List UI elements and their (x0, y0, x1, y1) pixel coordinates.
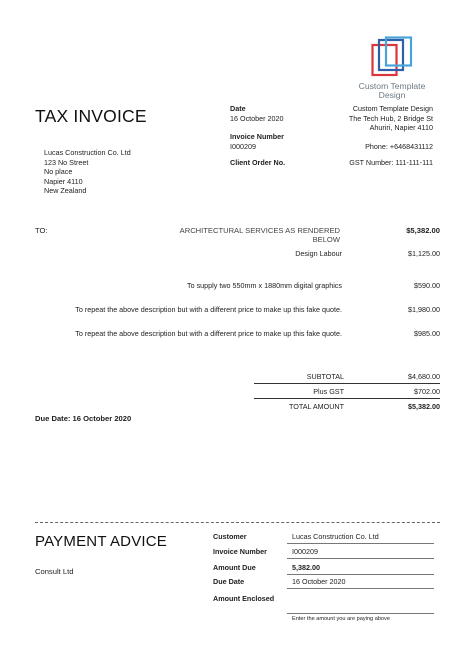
invoice-number: I000209 (230, 141, 256, 151)
amount-due-label: Amount Due (213, 563, 256, 572)
invoice-number-label: Invoice Number (230, 132, 284, 142)
company-city: Ahuriri, Napier 4110 (369, 123, 433, 133)
date-label: Date (230, 104, 246, 113)
gst-amount: $702.00 (414, 387, 440, 396)
line-item-description: To repeat the above description but with a different price to make up this fake quote. (75, 329, 342, 338)
amount-due-value: 5,382.00 (292, 563, 320, 572)
logo-line-2: Design (378, 90, 406, 101)
to-label: TO: (35, 226, 48, 235)
amount-enclosed-label: Amount Enclosed (213, 594, 275, 603)
line-item-amount: $1,980.00 (408, 305, 440, 314)
subtotal-label: SUBTOTAL (306, 372, 344, 381)
invoice-meta (230, 104, 285, 168)
line-item-description: To supply two 550mm x 1880mm digital graphics (186, 281, 342, 290)
client-country: New Zealand (44, 186, 87, 196)
payment-advice-title: PAYMENT ADVICE (35, 533, 167, 550)
total-amount: $5,382.00 (408, 402, 440, 411)
company-details (320, 104, 433, 168)
total-label: TOTAL AMOUNT (289, 402, 344, 411)
totals-divider (254, 398, 440, 399)
line-item-amount: $985.00 (414, 329, 440, 338)
subtotal-amount: $4,680.00 (408, 372, 440, 381)
amount-due-underline (287, 574, 434, 575)
tear-off-line (35, 522, 440, 523)
enter-amount-note: Enter the amount you are paying above (292, 616, 390, 622)
client-address (44, 148, 131, 196)
logo-text (350, 82, 434, 101)
pa-due-date-value: 16 October 2020 (292, 577, 346, 586)
line-item-amount: $590.00 (414, 281, 440, 290)
client-city: Napier 4110 (44, 176, 83, 186)
services-heading: ARCHITECTURAL SERVICES AS RENDERED BELOW (179, 226, 340, 244)
invoice-underline (287, 558, 434, 559)
logo-line-1: Custom Template (358, 81, 426, 91)
customer-underline (287, 543, 434, 544)
company-street: The Tech Hub, 2 Bridge St (348, 113, 433, 123)
invoice-date: 16 October 2020 (230, 113, 284, 123)
gst-label: Plus GST (313, 387, 344, 396)
line-item-amount: $1,125.00 (408, 249, 440, 258)
company-name: Custom Template Design (352, 104, 433, 113)
due-date-underline (287, 588, 434, 589)
company-gst: GST Number: 111-111-111 (349, 158, 433, 168)
pa-invoice-label: Invoice Number (213, 547, 267, 556)
client-street: 123 No Street (44, 157, 89, 167)
line-item-description: To repeat the above description but with a different price to make up this fake quote. (75, 305, 342, 314)
pa-invoice-value: I000209 (292, 547, 318, 556)
amount-enclosed-field[interactable] (287, 613, 434, 614)
totals-divider (254, 383, 440, 384)
customer-label: Customer (213, 532, 247, 541)
page-title: TAX INVOICE (35, 106, 147, 126)
client-place: No place (44, 167, 73, 177)
customer-value: Lucas Construction Co. Ltd (292, 532, 379, 541)
line-item-description: Design Labour (295, 249, 342, 258)
logo-icon (371, 36, 413, 78)
client-order-label: Client Order No. (230, 158, 286, 168)
due-date: Due Date: 16 October 2020 (35, 414, 132, 423)
pa-due-date-label: Due Date (213, 577, 245, 586)
payment-company: Consult Ltd (35, 567, 74, 576)
company-phone: Phone: +6468431112 (365, 141, 433, 151)
client-name: Lucas Construction Co. Ltd (44, 148, 131, 157)
services-total: $5,382.00 (406, 226, 440, 235)
